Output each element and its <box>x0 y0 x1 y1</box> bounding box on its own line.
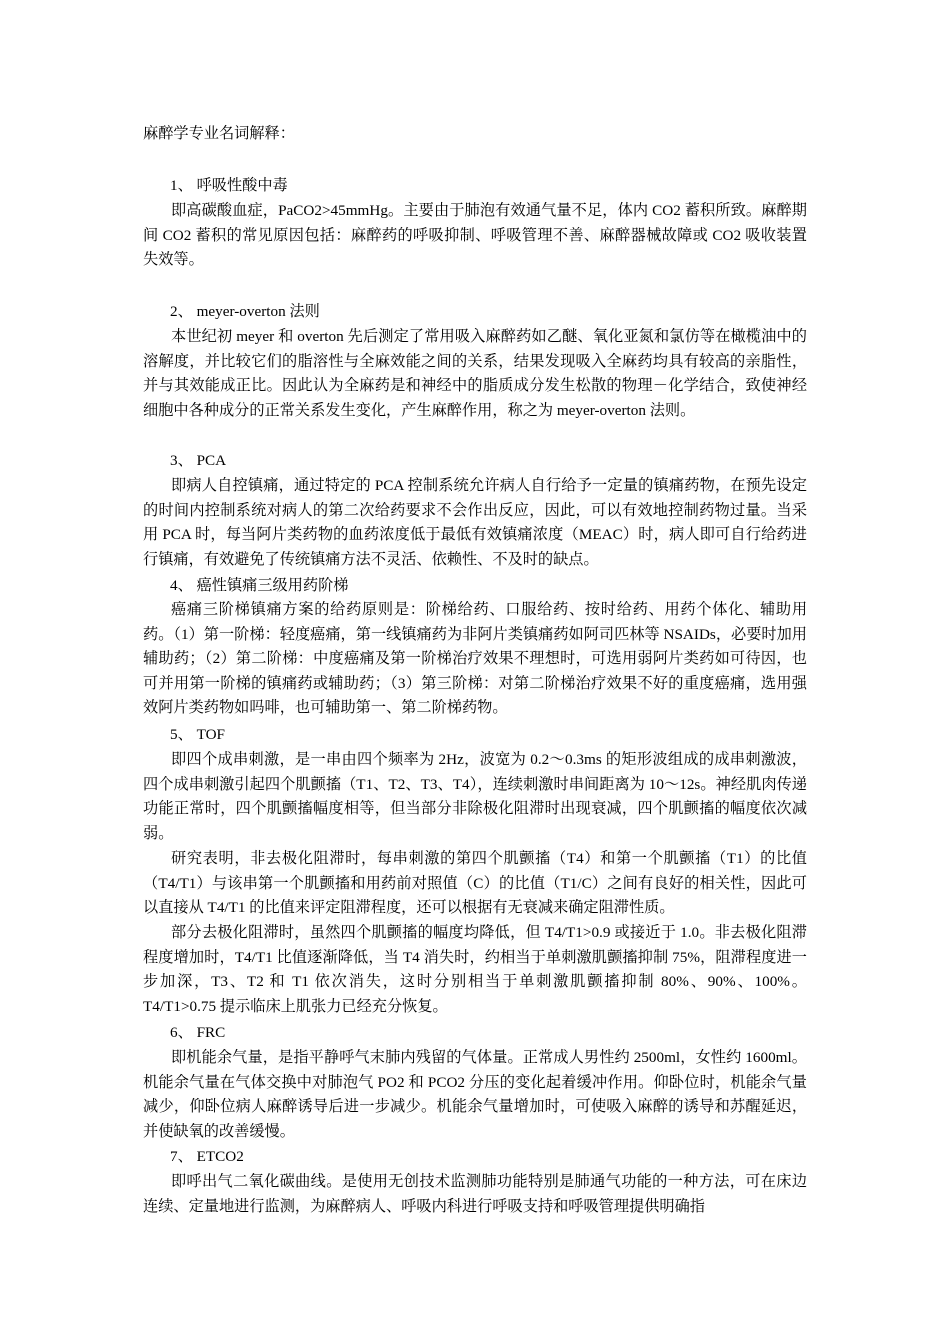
section-2-paragraph-1: 本世纪初 meyer 和 overton 先后测定了常用吸入麻醉药如乙醚、氧化亚氮和氯仿等在橄榄油中的溶解度，并比较它们的脂溶性与全麻效能之间的关系，结果发现吸入全麻药均具有较高的亲脂性，并与其效能成正比。因此认为全麻药是和神经中的脂质成分发生松散的物理－化学结合，致使神经细胞中各种成分的正常关系发生变化，产生麻醉作用，称之为 meyer-overton 法则。 <box>143 328 807 419</box>
section-heading-2: 2、 meyer-overton 法则 <box>170 303 320 320</box>
section-6-paragraph-1: 即机能余气量，是指平静呼气末肺内残留的气体量。正常成人男性约 2500ml，女性约 1600ml。机能余气量在气体交换中对肺泡气 PO2 和 PCO2 分压的变化起着缓冲作用。仰卧位时，机能余气量减少，仰卧位病人麻醉诱导后进一步减少。机能余气量增加时，可使吸入麻醉的诱导和苏醒延迟，并使缺氧的改善缓慢。 <box>143 1049 807 1140</box>
section-heading-1: 1、 呼吸性酸中毒 <box>170 177 288 194</box>
section-5-paragraph-2: 研究表明，非去极化阻滞时，每串刺激的第四个肌颤搐（T4）和第一个肌颤搐（T1）的比值（T4/T1）与该串第一个肌颤搐和用药前对照值（C）的比值（T1/C）之间有良好的相关性，因此可以直接从 T4/T1 的比值来评定阻滞程度，还可以根据有无衰减来确定阻滞性质。 <box>143 850 807 917</box>
section-heading-7: 7、 ETCO2 <box>170 1148 244 1165</box>
document-title: 麻醉学专业名词解释： <box>143 125 295 142</box>
section-heading-6: 6、 FRC <box>170 1024 226 1041</box>
section-5-paragraph-3: 部分去极化阻滞时，虽然四个肌颤搐的幅度均降低，但 T4/T1>0.9 或接近于 1.0。非去极化阻滞程度增加时，T4/T1 比值逐渐降低，当 T4 消失时，约相当于单刺激肌颤搐抑制 75%，阻滞程度进一步加深，T3、T2 和 T1 依次消失，这时分别相当于单刺激肌颤搐抑制 80%、90%、100%。T4/T1>0.75 提示临床上肌张力已经充分恢复。 <box>143 924 807 1015</box>
section-heading-4: 4、 癌性镇痛三级用药阶梯 <box>170 577 349 594</box>
section-3-paragraph-1: 即病人自控镇痛，通过特定的 PCA 控制系统允许病人自行给予一定量的镇痛药物，在预先设定的时间内控制系统对病人的第二次给药要求不会作出反应，因此，可以有效地控制药物过量。当采用 PCA 时，每当阿片类药物的血药浓度低于最低有效镇痛浓度（MEAC）时，病人即可自行给药进行镇痛，有效避免了传统镇痛方法不灵活、依赖性、不及时的缺点。 <box>143 477 807 568</box>
section-5-paragraph-1: 即四个成串刺激，是一串由四个频率为 2Hz，波宽为 0.2～0.3ms 的矩形波组成的成串刺激波，四个成串刺激引起四个肌颤搐（T1、T2、T3、T4），连续刺激时串间距离为 10～12s。神经肌肉传递功能正常时，四个肌颤搐幅度相等，但当部分非除极化阻滞时出现衰减，四个肌颤搐的幅度依次减弱。 <box>143 751 807 842</box>
section-7-paragraph-1: 即呼出气二氧化碳曲线。是使用无创技术监测肺功能特别是肺通气功能的一种方法，可在床边连续、定量地进行监测，为麻醉病人、呼吸内科进行呼吸支持和呼吸管理提供明确指 <box>143 1173 807 1215</box>
section-1-paragraph-1: 即高碳酸血症，PaCO2>45mmHg。主要由于肺泡有效通气量不足，体内 CO2 蓄积所致。麻醉期间 CO2 蓄积的常见原因包括：麻醉药的呼吸抑制、呼吸管理不善、麻醉器械故障或 CO2 吸收装置失效等。 <box>143 202 807 269</box>
section-heading-3: 3、 PCA <box>170 452 227 469</box>
section-heading-5: 5、 TOF <box>170 726 225 743</box>
section-4-paragraph-1: 癌痛三阶梯镇痛方案的给药原则是：阶梯给药、口服给药、按时给药、用药个体化、辅助用药。（1）第一阶梯：轻度癌痛，第一线镇痛药为非阿片类镇痛药如阿司匹林等 NSAIDs，必要时加用辅助药；（2）第二阶梯：中度癌痛及第一阶梯治疗效果不理想时，可选用弱阿片类药如可待因，也可并用第一阶梯的镇痛药或辅助药；（3）第三阶梯：对第二阶梯治疗效果不好的重度癌痛，选用强效阿片类药物如吗啡，也可辅助第一、第二阶梯药物。 <box>143 601 807 717</box>
